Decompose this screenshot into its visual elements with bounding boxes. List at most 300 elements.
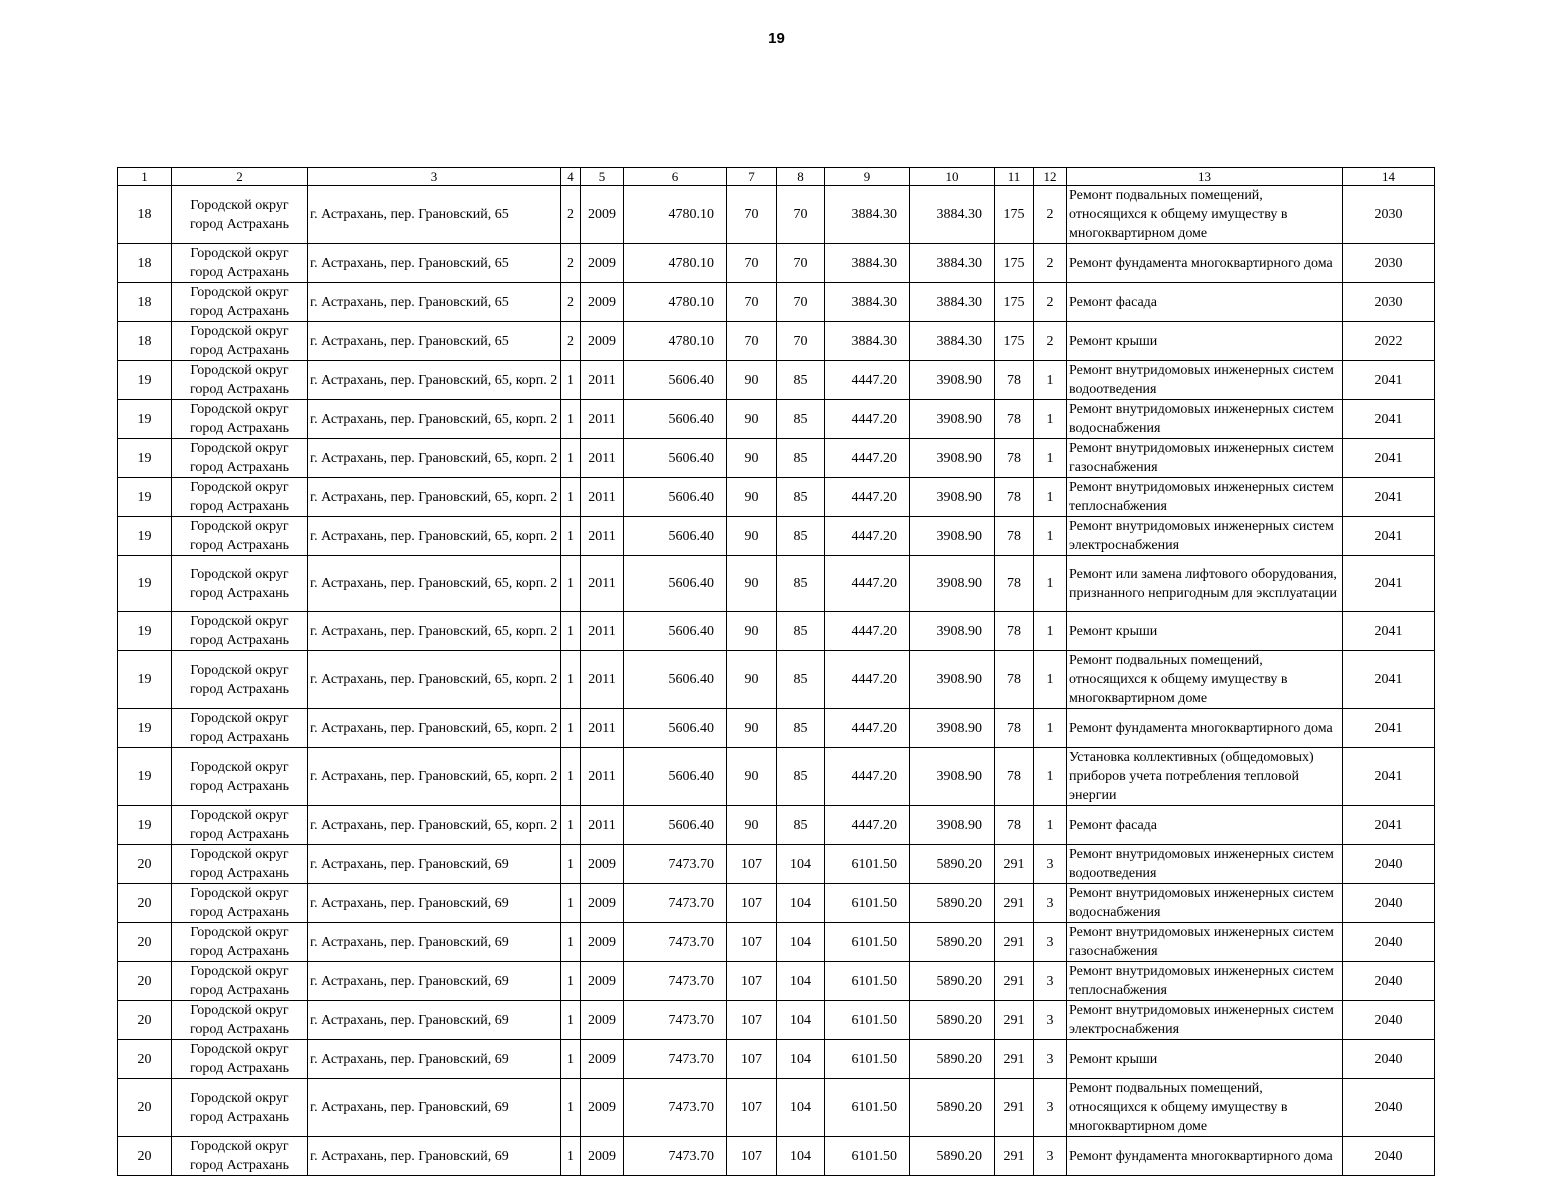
cell-municipality: Городской округ город Астрахань: [172, 884, 308, 923]
cell-total-area: 4780.10: [624, 322, 727, 361]
cell-work-type: Установка коллективных (общедомовых) приборов учета потребления тепловой энергии: [1067, 748, 1343, 806]
cell-address: г. Астрахань, пер. Грановский, 65: [308, 283, 561, 322]
cell-work-type: Ремонт крыши: [1067, 322, 1343, 361]
cell-residents: 78: [995, 806, 1034, 845]
cell-residents: 78: [995, 651, 1034, 709]
cell-address: г. Астрахань, пер. Грановский, 65, корп. 2: [308, 400, 561, 439]
cell-address: г. Астрахань, пер. Грановский, 69: [308, 962, 561, 1001]
cell-floors: 2: [561, 322, 581, 361]
cell-work-type: Ремонт или замена лифтового оборудования, признанного непригодным для эксплуатации: [1067, 556, 1343, 612]
cell-municipality: Городской округ город Астрахань: [172, 283, 308, 322]
cell-row-number: 19: [118, 517, 172, 556]
cell-address: г. Астрахань, пер. Грановский, 65, корп. 2: [308, 361, 561, 400]
cell-apartments: 107: [727, 1079, 777, 1137]
cell-municipality: Городской округ город Астрахань: [172, 1079, 308, 1137]
cell-row-number: 19: [118, 400, 172, 439]
cell-entrances: 1: [1034, 748, 1067, 806]
cell-entrances: 1: [1034, 400, 1067, 439]
cell-work-type: Ремонт внутридомовых инженерных систем электроснабжения: [1067, 517, 1343, 556]
column-header-12: 12: [1034, 168, 1067, 186]
cell-total-area: 4780.10: [624, 283, 727, 322]
cell-address: г. Астрахань, пер. Грановский, 65: [308, 244, 561, 283]
cell-entrances: 1: [1034, 806, 1067, 845]
column-header-8: 8: [777, 168, 825, 186]
cell-entrances: 3: [1034, 962, 1067, 1001]
cell-row-number: 19: [118, 748, 172, 806]
cell-work-type: Ремонт фундамента многоквартирного дома: [1067, 244, 1343, 283]
table-body: [118, 186, 1435, 1176]
cell-apartments: 107: [727, 884, 777, 923]
cell-address: г. Астрахань, пер. Грановский, 65, корп. 2: [308, 612, 561, 651]
cell-year: 2011: [581, 748, 624, 806]
cell-apartments: 107: [727, 1040, 777, 1079]
cell-row-number: 19: [118, 556, 172, 612]
column-header-14: 14: [1343, 168, 1435, 186]
cell-floors: 1: [561, 612, 581, 651]
cell-municipality: Городской округ город Астрахань: [172, 962, 308, 1001]
cell-total-area: 5606.40: [624, 439, 727, 478]
cell-total-area: 5606.40: [624, 651, 727, 709]
cell-row-number: 19: [118, 651, 172, 709]
cell-planned-year: 2040: [1343, 845, 1435, 884]
cell-row-number: 19: [118, 439, 172, 478]
cell-floors: 1: [561, 806, 581, 845]
cell-residential-apartments: 85: [777, 439, 825, 478]
cell-municipality: Городской округ город Астрахань: [172, 748, 308, 806]
cell-residential-apartments: 85: [777, 361, 825, 400]
table-row: [118, 517, 1435, 556]
cell-living-area: 6101.50: [825, 1001, 910, 1040]
cell-work-type: Ремонт внутридомовых инженерных систем водоснабжения: [1067, 400, 1343, 439]
cell-address: г. Астрахань, пер. Грановский, 69: [308, 1079, 561, 1137]
cell-row-number: 19: [118, 709, 172, 748]
cell-total-area: 5606.40: [624, 556, 727, 612]
cell-municipality: Городской округ город Астрахань: [172, 186, 308, 244]
cell-private-area: 5890.20: [910, 884, 995, 923]
cell-private-area: 5890.20: [910, 1001, 995, 1040]
cell-residential-apartments: 85: [777, 806, 825, 845]
cell-entrances: 1: [1034, 709, 1067, 748]
cell-private-area: 5890.20: [910, 1137, 995, 1176]
cell-total-area: 7473.70: [624, 1001, 727, 1040]
table-row: [118, 1137, 1435, 1176]
cell-residential-apartments: 104: [777, 845, 825, 884]
table-row: [118, 556, 1435, 612]
cell-private-area: 3908.90: [910, 651, 995, 709]
cell-planned-year: 2030: [1343, 283, 1435, 322]
cell-municipality: Городской округ город Астрахань: [172, 1001, 308, 1040]
cell-total-area: 7473.70: [624, 923, 727, 962]
cell-entrances: 3: [1034, 1040, 1067, 1079]
cell-apartments: 90: [727, 748, 777, 806]
cell-municipality: Городской округ город Астрахань: [172, 556, 308, 612]
cell-entrances: 3: [1034, 845, 1067, 884]
cell-year: 2009: [581, 962, 624, 1001]
cell-apartments: 90: [727, 612, 777, 651]
cell-residents: 175: [995, 322, 1034, 361]
table-row: [118, 1001, 1435, 1040]
cell-private-area: 5890.20: [910, 1040, 995, 1079]
cell-total-area: 5606.40: [624, 612, 727, 651]
cell-planned-year: 2041: [1343, 439, 1435, 478]
cell-residential-apartments: 85: [777, 651, 825, 709]
cell-entrances: 2: [1034, 322, 1067, 361]
column-header-10: 10: [910, 168, 995, 186]
cell-entrances: 1: [1034, 612, 1067, 651]
cell-residential-apartments: 70: [777, 322, 825, 361]
cell-row-number: 20: [118, 1001, 172, 1040]
cell-residential-apartments: 104: [777, 1137, 825, 1176]
cell-planned-year: 2041: [1343, 556, 1435, 612]
cell-private-area: 5890.20: [910, 845, 995, 884]
cell-address: г. Астрахань, пер. Грановский, 65: [308, 186, 561, 244]
column-header-11: 11: [995, 168, 1034, 186]
cell-residential-apartments: 70: [777, 186, 825, 244]
cell-living-area: 4447.20: [825, 361, 910, 400]
cell-row-number: 20: [118, 1137, 172, 1176]
cell-total-area: 7473.70: [624, 1040, 727, 1079]
cell-private-area: 3908.90: [910, 439, 995, 478]
cell-year: 2011: [581, 806, 624, 845]
column-header-3: 3: [308, 168, 561, 186]
cell-apartments: 107: [727, 1001, 777, 1040]
cell-floors: 1: [561, 478, 581, 517]
cell-floors: 1: [561, 1001, 581, 1040]
cell-apartments: 90: [727, 651, 777, 709]
cell-municipality: Городской округ город Астрахань: [172, 1040, 308, 1079]
cell-living-area: 6101.50: [825, 884, 910, 923]
cell-total-area: 7473.70: [624, 1079, 727, 1137]
cell-municipality: Городской округ город Астрахань: [172, 517, 308, 556]
cell-year: 2009: [581, 1079, 624, 1137]
cell-floors: 1: [561, 556, 581, 612]
cell-work-type: Ремонт фундамента многоквартирного дома: [1067, 1137, 1343, 1176]
table-row: [118, 283, 1435, 322]
cell-total-area: 5606.40: [624, 478, 727, 517]
cell-work-type: Ремонт подвальных помещений, относящихся к общему имуществу в многоквартирном доме: [1067, 1079, 1343, 1137]
cell-private-area: 3884.30: [910, 322, 995, 361]
cell-living-area: 6101.50: [825, 1079, 910, 1137]
cell-private-area: 3908.90: [910, 612, 995, 651]
cell-living-area: 4447.20: [825, 612, 910, 651]
cell-private-area: 3908.90: [910, 517, 995, 556]
cell-planned-year: 2040: [1343, 884, 1435, 923]
column-header-5: 5: [581, 168, 624, 186]
cell-total-area: 7473.70: [624, 884, 727, 923]
cell-apartments: 70: [727, 283, 777, 322]
cell-planned-year: 2030: [1343, 244, 1435, 283]
cell-residents: 175: [995, 244, 1034, 283]
cell-residential-apartments: 85: [777, 517, 825, 556]
cell-municipality: Городской округ город Астрахань: [172, 439, 308, 478]
cell-floors: 1: [561, 709, 581, 748]
cell-apartments: 90: [727, 439, 777, 478]
cell-planned-year: 2040: [1343, 1079, 1435, 1137]
cell-floors: 1: [561, 439, 581, 478]
cell-apartments: 70: [727, 244, 777, 283]
cell-living-area: 3884.30: [825, 283, 910, 322]
cell-private-area: 5890.20: [910, 962, 995, 1001]
cell-row-number: 19: [118, 806, 172, 845]
cell-entrances: 1: [1034, 439, 1067, 478]
cell-total-area: 4780.10: [624, 186, 727, 244]
cell-living-area: 3884.30: [825, 244, 910, 283]
cell-address: г. Астрахань, пер. Грановский, 69: [308, 1040, 561, 1079]
cell-planned-year: 2041: [1343, 478, 1435, 517]
cell-residential-apartments: 104: [777, 923, 825, 962]
cell-total-area: 7473.70: [624, 845, 727, 884]
cell-work-type: Ремонт крыши: [1067, 612, 1343, 651]
cell-living-area: 4447.20: [825, 556, 910, 612]
cell-apartments: 107: [727, 1137, 777, 1176]
cell-living-area: 6101.50: [825, 962, 910, 1001]
column-header-6: 6: [624, 168, 727, 186]
cell-living-area: 6101.50: [825, 1137, 910, 1176]
cell-entrances: 3: [1034, 884, 1067, 923]
cell-address: г. Астрахань, пер. Грановский, 65, корп. 2: [308, 748, 561, 806]
cell-year: 2009: [581, 186, 624, 244]
cell-entrances: 2: [1034, 283, 1067, 322]
cell-address: г. Астрахань, пер. Грановский, 69: [308, 1137, 561, 1176]
cell-residents: 78: [995, 439, 1034, 478]
cell-work-type: Ремонт фасада: [1067, 283, 1343, 322]
cell-entrances: 2: [1034, 186, 1067, 244]
repair-schedule-table: [117, 167, 1435, 1176]
cell-private-area: 3908.90: [910, 478, 995, 517]
table-row: [118, 884, 1435, 923]
cell-work-type: Ремонт фундамента многоквартирного дома: [1067, 709, 1343, 748]
cell-floors: 1: [561, 923, 581, 962]
cell-private-area: 3884.30: [910, 283, 995, 322]
cell-private-area: 3908.90: [910, 748, 995, 806]
cell-residents: 291: [995, 962, 1034, 1001]
cell-apartments: 107: [727, 962, 777, 1001]
cell-residents: 291: [995, 1001, 1034, 1040]
cell-municipality: Городской округ город Астрахань: [172, 709, 308, 748]
cell-year: 2011: [581, 556, 624, 612]
cell-private-area: 3908.90: [910, 806, 995, 845]
cell-apartments: 90: [727, 709, 777, 748]
cell-private-area: 3884.30: [910, 186, 995, 244]
cell-residential-apartments: 104: [777, 962, 825, 1001]
cell-work-type: Ремонт внутридомовых инженерных систем водоснабжения: [1067, 884, 1343, 923]
cell-private-area: 3908.90: [910, 400, 995, 439]
column-header-4: 4: [561, 168, 581, 186]
cell-year: 2011: [581, 517, 624, 556]
cell-year: 2009: [581, 1001, 624, 1040]
cell-address: г. Астрахань, пер. Грановский, 65: [308, 322, 561, 361]
cell-row-number: 18: [118, 244, 172, 283]
cell-row-number: 20: [118, 845, 172, 884]
cell-apartments: 90: [727, 478, 777, 517]
cell-municipality: Городской округ город Астрахань: [172, 845, 308, 884]
cell-planned-year: 2041: [1343, 612, 1435, 651]
cell-row-number: 20: [118, 923, 172, 962]
cell-address: г. Астрахань, пер. Грановский, 69: [308, 845, 561, 884]
cell-floors: 1: [561, 361, 581, 400]
cell-residents: 78: [995, 478, 1034, 517]
cell-apartments: 70: [727, 186, 777, 244]
cell-residents: 291: [995, 1079, 1034, 1137]
cell-floors: 1: [561, 1137, 581, 1176]
cell-row-number: 18: [118, 322, 172, 361]
cell-total-area: 5606.40: [624, 709, 727, 748]
cell-year: 2011: [581, 478, 624, 517]
cell-planned-year: 2022: [1343, 322, 1435, 361]
cell-row-number: 19: [118, 612, 172, 651]
cell-planned-year: 2041: [1343, 651, 1435, 709]
cell-floors: 1: [561, 651, 581, 709]
cell-entrances: 3: [1034, 1137, 1067, 1176]
cell-private-area: 3908.90: [910, 556, 995, 612]
column-number-header: [118, 168, 1435, 186]
cell-floors: 1: [561, 884, 581, 923]
table-row: [118, 439, 1435, 478]
cell-municipality: Городской округ город Астрахань: [172, 244, 308, 283]
cell-address: г. Астрахань, пер. Грановский, 65, корп. 2: [308, 439, 561, 478]
cell-total-area: 5606.40: [624, 806, 727, 845]
table-row: [118, 186, 1435, 244]
cell-work-type: Ремонт внутридомовых инженерных систем газоснабжения: [1067, 439, 1343, 478]
cell-apartments: 90: [727, 400, 777, 439]
cell-residents: 175: [995, 186, 1034, 244]
table-row: [118, 1040, 1435, 1079]
cell-year: 2009: [581, 845, 624, 884]
cell-total-area: 5606.40: [624, 517, 727, 556]
table-row: [118, 845, 1435, 884]
cell-year: 2011: [581, 400, 624, 439]
cell-year: 2009: [581, 1137, 624, 1176]
cell-row-number: 18: [118, 283, 172, 322]
cell-floors: 1: [561, 845, 581, 884]
cell-residents: 291: [995, 884, 1034, 923]
cell-address: г. Астрахань, пер. Грановский, 69: [308, 923, 561, 962]
cell-row-number: 19: [118, 478, 172, 517]
cell-residential-apartments: 104: [777, 1079, 825, 1137]
cell-floors: 1: [561, 517, 581, 556]
cell-apartments: 90: [727, 361, 777, 400]
cell-entrances: 3: [1034, 1079, 1067, 1137]
cell-residential-apartments: 104: [777, 1040, 825, 1079]
cell-planned-year: 2041: [1343, 400, 1435, 439]
page-number: 19: [768, 30, 785, 47]
cell-work-type: Ремонт подвальных помещений, относящихся к общему имуществу в многоквартирном доме: [1067, 186, 1343, 244]
cell-row-number: 20: [118, 962, 172, 1001]
cell-living-area: 4447.20: [825, 478, 910, 517]
cell-residents: 291: [995, 1040, 1034, 1079]
table-row: [118, 361, 1435, 400]
cell-address: г. Астрахань, пер. Грановский, 69: [308, 1001, 561, 1040]
cell-year: 2009: [581, 923, 624, 962]
table-row: [118, 651, 1435, 709]
cell-residents: 291: [995, 1137, 1034, 1176]
cell-living-area: 4447.20: [825, 806, 910, 845]
cell-planned-year: 2041: [1343, 361, 1435, 400]
table-row: [118, 1079, 1435, 1137]
cell-residential-apartments: 70: [777, 283, 825, 322]
cell-floors: 1: [561, 748, 581, 806]
cell-address: г. Астрахань, пер. Грановский, 65, корп. 2: [308, 517, 561, 556]
cell-private-area: 3908.90: [910, 709, 995, 748]
cell-address: г. Астрахань, пер. Грановский, 65, корп. 2: [308, 651, 561, 709]
cell-municipality: Городской округ город Астрахань: [172, 806, 308, 845]
cell-planned-year: 2041: [1343, 748, 1435, 806]
cell-residents: 78: [995, 612, 1034, 651]
cell-residential-apartments: 104: [777, 1001, 825, 1040]
cell-apartments: 70: [727, 322, 777, 361]
cell-private-area: 3908.90: [910, 361, 995, 400]
cell-work-type: Ремонт внутридомовых инженерных систем водоотведения: [1067, 361, 1343, 400]
cell-residents: 291: [995, 923, 1034, 962]
cell-year: 2011: [581, 612, 624, 651]
cell-address: г. Астрахань, пер. Грановский, 65, корп. 2: [308, 478, 561, 517]
cell-row-number: 19: [118, 361, 172, 400]
cell-year: 2009: [581, 244, 624, 283]
cell-entrances: 1: [1034, 651, 1067, 709]
cell-row-number: 20: [118, 884, 172, 923]
cell-row-number: 20: [118, 1040, 172, 1079]
cell-living-area: 3884.30: [825, 186, 910, 244]
cell-living-area: 6101.50: [825, 1040, 910, 1079]
cell-entrances: 2: [1034, 244, 1067, 283]
cell-living-area: 4447.20: [825, 748, 910, 806]
cell-address: г. Астрахань, пер. Грановский, 65, корп. 2: [308, 556, 561, 612]
cell-residential-apartments: 104: [777, 884, 825, 923]
table-row: [118, 244, 1435, 283]
cell-apartments: 107: [727, 923, 777, 962]
cell-total-area: 5606.40: [624, 748, 727, 806]
column-header-13: 13: [1067, 168, 1343, 186]
cell-work-type: Ремонт внутридомовых инженерных систем теплоснабжения: [1067, 478, 1343, 517]
cell-living-area: 6101.50: [825, 845, 910, 884]
cell-planned-year: 2041: [1343, 709, 1435, 748]
cell-apartments: 107: [727, 845, 777, 884]
table-row: [118, 612, 1435, 651]
cell-total-area: 7473.70: [624, 962, 727, 1001]
cell-work-type: Ремонт крыши: [1067, 1040, 1343, 1079]
cell-total-area: 5606.40: [624, 400, 727, 439]
cell-address: г. Астрахань, пер. Грановский, 65, корп. 2: [308, 709, 561, 748]
cell-planned-year: 2041: [1343, 806, 1435, 845]
cell-residential-apartments: 85: [777, 556, 825, 612]
cell-residents: 78: [995, 517, 1034, 556]
cell-residents: 291: [995, 845, 1034, 884]
cell-residential-apartments: 85: [777, 478, 825, 517]
cell-year: 2011: [581, 361, 624, 400]
table-row: [118, 478, 1435, 517]
cell-living-area: 3884.30: [825, 322, 910, 361]
cell-work-type: Ремонт подвальных помещений, относящихся к общему имуществу в многоквартирном доме: [1067, 651, 1343, 709]
table-row: [118, 748, 1435, 806]
cell-work-type: Ремонт фасада: [1067, 806, 1343, 845]
cell-residents: 78: [995, 556, 1034, 612]
cell-living-area: 4447.20: [825, 439, 910, 478]
column-header-7: 7: [727, 168, 777, 186]
cell-floors: 2: [561, 244, 581, 283]
column-header-1: 1: [118, 168, 172, 186]
cell-floors: 1: [561, 962, 581, 1001]
cell-entrances: 1: [1034, 517, 1067, 556]
cell-planned-year: 2040: [1343, 923, 1435, 962]
cell-planned-year: 2030: [1343, 186, 1435, 244]
cell-private-area: 3884.30: [910, 244, 995, 283]
cell-total-area: 7473.70: [624, 1137, 727, 1176]
cell-planned-year: 2040: [1343, 1137, 1435, 1176]
cell-year: 2009: [581, 283, 624, 322]
table-row: [118, 806, 1435, 845]
cell-work-type: Ремонт внутридомовых инженерных систем теплоснабжения: [1067, 962, 1343, 1001]
cell-living-area: 4447.20: [825, 517, 910, 556]
